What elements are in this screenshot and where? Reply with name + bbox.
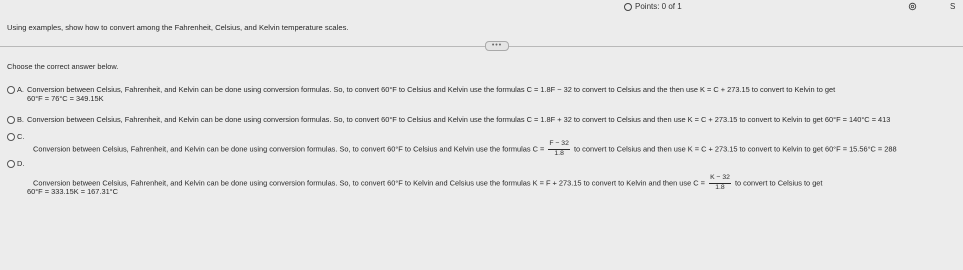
fraction-numerator: F − 32 [548,141,569,150]
top-bar [0,0,963,14]
points-indicator [624,2,682,11]
option-a-text: Conversion between Celsius, Fahrenheit, and Kelvin can be done using conversion formulas. So, to convert 60°F to Celsius and Kelvin use the formulas C = 1.8F − 32 to convert to Celsius and the then use K = C + 273.15 to convert to Kelvin to get [27,85,836,94]
option-d-fraction [709,175,731,192]
option-d-text-pre: Conversion between Celsius, Fahrenheit, and Kelvin can be done using conversion formulas. So, to convert 60°F to Kelvin and Celsius use the formulas K = F + 273.15 to convert to Kelvin and then use C = [33,178,705,188]
option-d-letter: D. [17,159,25,168]
expand-more-button[interactable]: ••• [485,41,509,51]
instruction-text: Choose the correct answer below. [7,62,119,71]
option-a-letter: A. [17,85,24,94]
gear-icon[interactable] [908,2,917,11]
option-c-text [33,141,897,158]
header-corner-label[interactable]: S [950,2,956,11]
option-c-text-pre: Conversion between Celsius, Fahrenheit, and Kelvin can be done using conversion formulas. So, to convert 60°F to Celsius and Kelvin use the formulas C = [33,144,545,154]
fraction-denominator: 1.8 [554,149,564,157]
fraction-denominator: 1.8 [715,183,725,191]
option-b-text: Conversion between Celsius, Fahrenheit, and Kelvin can be done using conversion formulas. So, to convert 60°F to Celsius and Kelvin use the formulas C = 1.8F + 32 to convert to Celsius and then use K = C + 273.15 to convert to Kelvin to get 60°F = 140°C = 413 [27,115,891,124]
option-c-text-post: to convert to Celsius and then use K = C + 273.15 to convert to Kelvin to get 60°F = 15.56°C = 288 [573,144,897,154]
radio-option-a[interactable] [7,86,15,94]
fraction-numerator: K − 32 [709,175,731,184]
option-b-letter: B. [17,115,24,124]
radio-option-c[interactable] [7,133,15,141]
option-a-result: 60°F = 76°C = 349.15K [27,94,104,103]
divider [0,46,963,47]
question-text: Using examples, show how to convert among the Fahrenheit, Celsius, and Kelvin temperature scales. [7,23,349,32]
radio-option-b[interactable] [7,116,15,124]
radio-option-d[interactable] [7,160,15,168]
option-c-fraction [548,141,569,158]
option-c-letter: C. [17,132,25,141]
option-d-result: 60°F = 333.15K = 167.31°C [27,187,118,196]
points-circle-icon [624,3,632,11]
option-d-text [33,175,822,192]
points-label: Points: 0 of 1 [635,2,682,11]
option-d-text-post: to convert to Celsius to get [734,178,823,188]
